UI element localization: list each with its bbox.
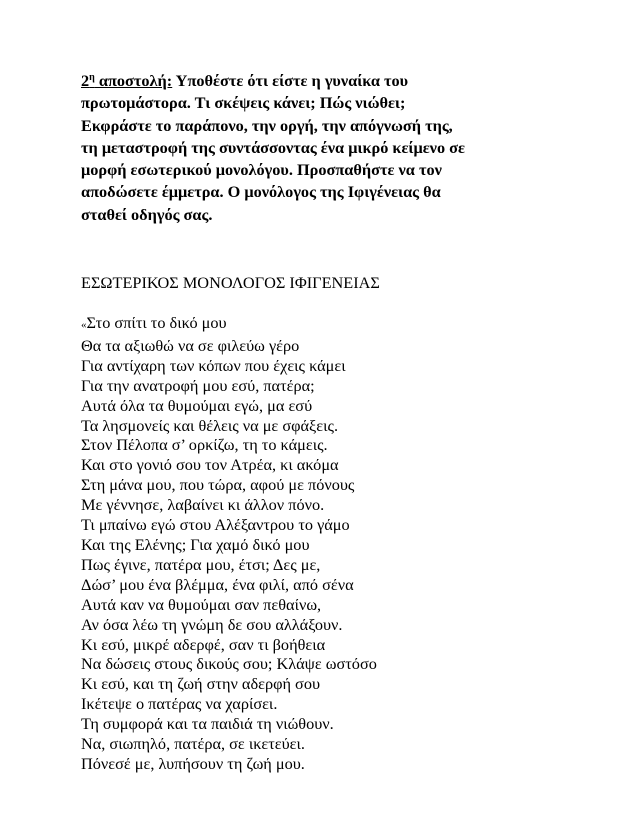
poem-line: Στον Πέλοπα σ’ ορκίζω, τη το κάμεις. [81,435,328,455]
poem-line: Με γέννησε, λαβαίνει κι άλλον πόνο. [81,495,325,515]
poem-line: Τι μπαίνω εγώ στου Αλέξαντρου το γάμο [81,515,350,535]
poem-line: Αυτά όλα τα θυμούμαι εγώ, μα εσύ [81,395,313,415]
task-text-line-2: πρωτομάστορα. Τι σκέψεις κάνει; Πώς νιώθει; [81,93,406,113]
document-page [81,70,561,226]
poem-line: Ικέτεψε ο πατέρας να χαρίσει. [81,694,278,714]
poem-line: Κι εσύ, μικρέ αδερφέ, σαν τι βοήθεια [81,634,326,654]
poem-line: Και της Ελένης; Για χαμό δικό μου [81,534,310,554]
poem-title: ΕΣΩΤΕΡΙΚΟΣ ΜΟΝΟΛΟΓΟΣ ΙΦΙΓΕΝΕΙΑΣ [81,273,380,292]
poem-line: Να δώσεις στους δικούς σου; Κλάψε ωστόσο [81,654,377,674]
poem-line: Αν όσα λέω τη γνώμη δε σου αλλάξουν. [81,614,343,634]
poem-line: Πόνεσέ με, λυπήσουν τη ζωή μου. [81,753,305,773]
poem-line-text: Στο σπίτι το δικό μου [86,313,227,332]
poem-line: Για αντίχαρη των κόπων που έχεις κάμει [81,355,346,375]
task-label-word: αποστολή: [94,71,173,90]
task-text-line-6: αποδώσετε έμμετρα. Ο μονόλογος της Ιφιγένειας θα [81,182,441,202]
task-text-line-4: τη μεταστροφή της συντάσσοντας ένα μικρό κείμενο σε [81,137,465,157]
task-paragraph [81,70,561,226]
poem-line: Κι εσύ, και τη ζωή στην αδερφή σου [81,674,321,694]
task-number: 2 [81,71,90,90]
task-text-line-5: μορφή εσωτερικού μονολόγου. Προσπαθήστε να τον [81,160,442,180]
poem-line: Και στο γονιό σου τον Ατρέα, κι ακόμα [81,455,339,475]
task-text-line-3: Εκφράστε το παράπονο, την οργή, την απόγνωσή της, [81,115,453,135]
poem-line [81,313,377,336]
poem-line: Θα τα αξιωθώ να σε φιλεύω γέρο [81,335,300,355]
poem-line: Τα λησμονείς και θέλεις να με σφάξεις. [81,415,339,435]
task-text-line-7: σταθεί οδηγός σας. [81,204,213,224]
task-text-line-1: Υποθέστε ότι είστε η γυναίκα του [172,71,409,90]
poem-line: Για την ανατροφή μου εσύ, πατέρα; [81,375,315,395]
task-number-superscript: η [89,72,95,83]
poem-lines [81,313,377,774]
poem-line: Τη συμφορά και τα παιδιά τη νιώθουν. [81,714,334,734]
task-label [81,71,172,90]
opening-quote-mark: « [81,319,87,331]
poem-line: Να, σιωπηλό, πατέρα, σε ικετεύει. [81,734,305,754]
poem-line: Δώσ’ μου ένα βλέμμα, ένα φιλί, από σένα [81,574,354,594]
poem-line: Αυτά καν να θυμούμαι σαν πεθαίνω, [81,594,322,614]
poem-line: Πως έγινε, πατέρα μου, έτσι; Δες με, [81,554,321,574]
poem-line: Στη μάνα μου, που τώρα, αφού με πόνους [81,475,355,495]
